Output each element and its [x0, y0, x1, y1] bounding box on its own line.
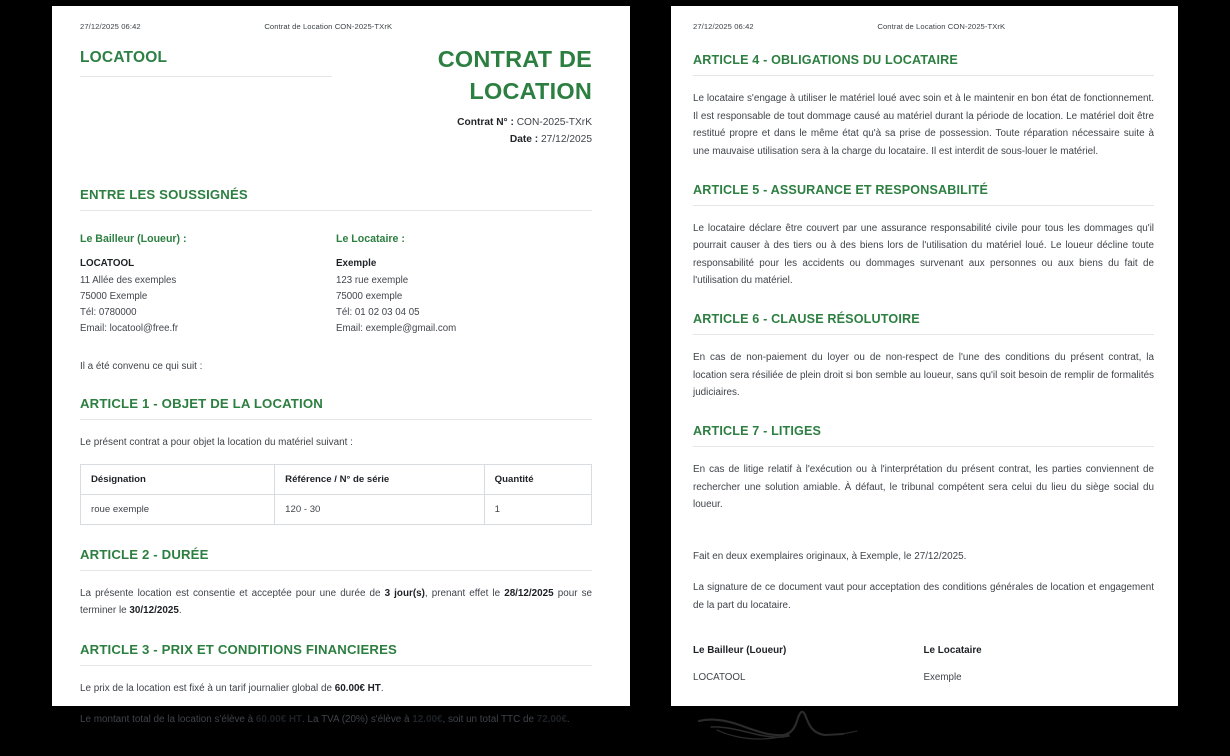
- contract-page-1: [52, 6, 630, 726]
- signature-row: [693, 645, 1154, 751]
- contract-date-value: 27/12/2025: [541, 133, 592, 145]
- table-header-row: [81, 464, 592, 494]
- running-header-page-2: [693, 22, 1154, 31]
- signature-lessor: [693, 645, 924, 751]
- table-row: [81, 494, 592, 524]
- signature-lessor-heading: Le Bailleur (Loueur): [693, 644, 787, 656]
- running-header: [80, 22, 592, 31]
- vat-value: 12.00€: [412, 714, 443, 726]
- running-header-title-page-2: Contrat de Location CON-2025-TXrK: [877, 22, 1006, 31]
- lessor-phone: Tél: 0780000: [80, 306, 137, 318]
- article-5-divider: [693, 205, 1154, 206]
- signature-lessor-name: LOCATOOL: [693, 671, 746, 683]
- article-2-text: [80, 585, 592, 620]
- brand-logo-text: LOCATOOL: [80, 49, 168, 66]
- parties-divider: [80, 210, 592, 211]
- article-2-divider: [80, 570, 592, 571]
- article-2-text-part-3: pour se terminer le: [80, 587, 592, 617]
- article-3-heading: ARTICLE 3 - PRIX ET CONDITIONS FINANCIERES: [80, 641, 397, 657]
- total-ttc-value: 72.00€: [536, 714, 567, 726]
- section-parties: [80, 187, 592, 211]
- total-ht-value: 60.00€ HT: [255, 714, 303, 726]
- article-3-p1-part-2: .: [380, 682, 384, 694]
- agreed-statement: Il a été convenu ce qui suit :: [80, 361, 203, 373]
- running-header-date-page-2: 27/12/2025 06:42: [693, 22, 754, 31]
- article-5-heading: ARTICLE 5 - ASSURANCE ET RESPONSABILITÉ: [693, 182, 989, 197]
- article-7-heading: ARTICLE 7 - LITIGES: [693, 423, 822, 438]
- signature-lessee-name: Exemple: [923, 671, 962, 683]
- cell-quantity: 1: [484, 494, 591, 524]
- contract-number-label: Contrat N° :: [457, 116, 514, 128]
- article-3-p2-part-1: Le montant total de la location s'élève à: [80, 714, 256, 726]
- closing-acceptance: La signature de ce document vaut pour acceptation des conditions générales de location et engagement de la part du locataire.: [693, 582, 1154, 611]
- article-6-divider: [693, 334, 1154, 335]
- article-2-heading: ARTICLE 2 - DURÉE: [80, 546, 209, 562]
- article-7-divider: [693, 446, 1154, 447]
- lessee-address-line-1: 123 rue exemple: [336, 275, 409, 287]
- article-3-divider: [80, 665, 592, 666]
- running-header-title: Contrat de Location CON-2025-TXrK: [264, 22, 393, 31]
- article-4-divider: [693, 75, 1154, 76]
- page-title: CONTRAT DE LOCATION: [437, 46, 592, 105]
- article-2-text-part-4: .: [178, 605, 182, 617]
- parties-columns: [80, 233, 592, 336]
- section-article-2: [80, 547, 592, 571]
- column-header-reference: Référence / N° de série: [275, 464, 485, 494]
- lessor-address-line-2: 75000 Exemple: [80, 291, 148, 303]
- signature-lessee-heading: Le Locataire: [923, 644, 982, 656]
- party-lessor: [80, 233, 336, 336]
- contract-page-2: [671, 6, 1178, 706]
- brand-divider: [80, 76, 332, 77]
- article-3-p2-part-2: . La TVA (20%) s'élève à: [302, 714, 413, 726]
- contract-date-line: [362, 132, 592, 148]
- signature-mark-lessee: [924, 705, 1155, 751]
- signature-lessee: [924, 645, 1155, 751]
- article-6-heading: ARTICLE 6 - CLAUSE RÉSOLUTOIRE: [693, 312, 920, 326]
- article-6-text: En cas de non-paiement du loyer ou de non-respect de l'une des conditions du présent contrat, la location sera résiliée de plein droit si bon semble au loueur, sans qu'il soit besoin de remplir de formalités judiciaires.: [693, 352, 1154, 399]
- signature-mark-lessor: [693, 705, 924, 751]
- section-article-6: [693, 312, 1154, 335]
- article-3-p2-part-3: , soit un total TTC de: [442, 714, 537, 726]
- masthead: [80, 43, 592, 147]
- article-1-divider: [80, 419, 592, 420]
- section-article-5: [693, 183, 1154, 206]
- materials-table: [80, 464, 592, 525]
- column-header-designation: Désignation: [81, 464, 275, 494]
- lessee-address-line-2: 75000 exemple: [336, 291, 403, 303]
- article-3-p2-part-4: .: [566, 714, 570, 726]
- rental-duration: 3 jour(s): [384, 587, 425, 599]
- closing-spacer: [693, 514, 1154, 534]
- title-block: [362, 43, 592, 147]
- article-5-text: Le locataire déclare être couvert par une assurance responsabilité civile pour tous les dommages qu'il pourrait causer à des tiers ou à des biens lors de l'utilisation du matériel loué. Le loueur décline toute responsabilité pour les accidents ou dommages survenant aux personnes ou aux biens du fait de l'utilisation du matériel.: [693, 222, 1154, 287]
- lessor-heading: Le Bailleur (Loueur) :: [80, 233, 187, 246]
- contract-date-label: Date :: [509, 133, 539, 145]
- article-3-paragraph-2: [80, 711, 592, 729]
- section-article-7: [693, 424, 1154, 447]
- handwritten-signature-icon: [693, 705, 863, 751]
- article-2-text-part-2: , prenant effet le: [424, 587, 505, 599]
- lessee-phone: Tél: 01 02 03 04 05: [336, 306, 420, 318]
- rental-end-date: 30/12/2025: [129, 605, 179, 617]
- article-1-heading: ARTICLE 1 - OBJET DE LA LOCATION: [80, 395, 323, 411]
- article-4-text: Le locataire s'engage à utiliser le matériel loué avec soin et à le maintenir en bon état de fonctionnement. Il est responsable de tout dommage causé au matériel durant la période de location. Le matériel doit être restitué propre et dans le même état qu'à sa prise de possession. Toute réparation nécessaire suite à une mauvaise utilisation sera à la charge du locataire. Il est interdit de sous-louer le matériel.: [693, 93, 1154, 157]
- article-1-intro: Le présent contrat a pour objet la location du matériel suivant :: [80, 436, 353, 448]
- running-header-date: 27/12/2025 06:42: [80, 22, 141, 31]
- cell-reference: 120 - 30: [275, 494, 485, 524]
- section-article-3: [80, 642, 592, 666]
- contract-number-value: CON-2025-TXrK: [516, 116, 592, 128]
- parties-heading: ENTRE LES SOUSSIGNÉS: [80, 187, 248, 203]
- lessee-email: Email: exemple@gmail.com: [336, 322, 457, 334]
- article-3-paragraph-1: [80, 680, 592, 698]
- lessor-email: Email: locatool@free.fr: [80, 322, 179, 334]
- lessee-name: Exemple: [336, 258, 377, 270]
- article-7-text: En cas de litige relatif à l'exécution ou à l'interprétation du présent contrat, les parties conviennent de rechercher une solution amiable. À défaut, le tribunal compétent sera celui du lieu du siège social du loueur.: [693, 463, 1154, 511]
- cell-designation: roue exemple: [81, 494, 275, 524]
- section-article-1: [80, 396, 592, 420]
- closing-place-date: Fait en deux exemplaires originaux, à Exemple, le 27/12/2025.: [693, 550, 967, 562]
- article-4-heading: ARTICLE 4 - OBLIGATIONS DU LOCATAIRE: [693, 53, 958, 67]
- column-header-quantity: Quantité: [484, 464, 591, 494]
- daily-rate-value: 60.00€ HT: [334, 682, 381, 694]
- party-lessee: [336, 233, 592, 336]
- lessee-heading: Le Locataire :: [336, 233, 405, 246]
- article-3-p1-part-1: Le prix de la location est fixé à un tarif journalier global de: [80, 682, 335, 694]
- article-2-text-part-1: La présente location est consentie et acceptée pour une durée de: [80, 587, 385, 599]
- contract-number-line: [362, 115, 592, 131]
- rental-start-date: 28/12/2025: [504, 587, 554, 599]
- lessor-name: LOCATOOL: [80, 258, 135, 270]
- lessor-address-line-1: 11 Allée des exemples: [80, 275, 177, 287]
- section-article-4: [693, 53, 1154, 76]
- brand-block: [80, 43, 332, 77]
